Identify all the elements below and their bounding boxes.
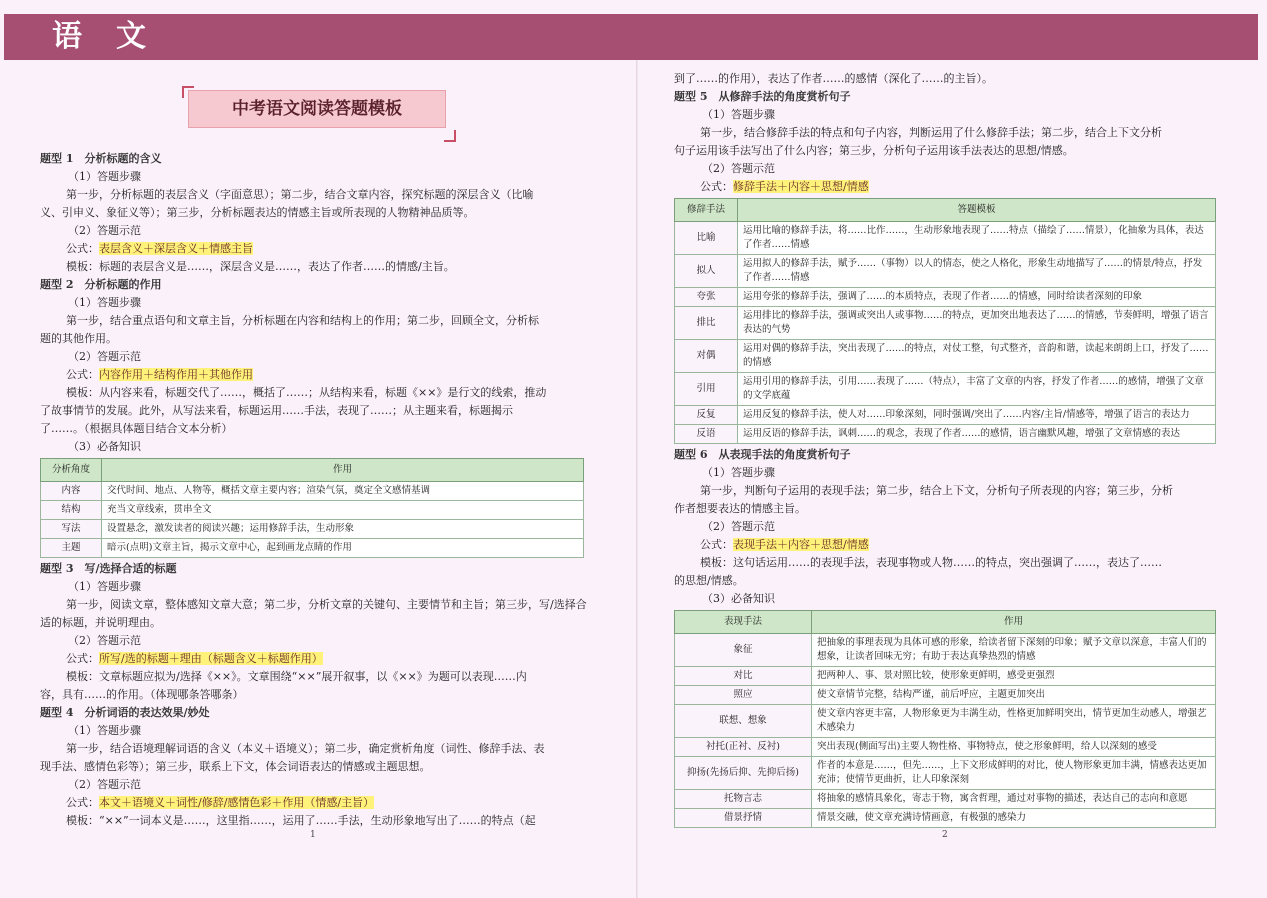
table-cell-value: 设置悬念，激发读者的阅读兴趣；运用修辞手法，生动形象 — [102, 520, 584, 539]
table-row — [41, 539, 584, 558]
sub-label: （2）答题示范 — [702, 162, 775, 175]
section-heading: 题型 5 从修辞手法的角度赏析句子 — [674, 90, 851, 103]
body-text: 第一步，结合语境理解词语的含义（本义＋语境义）；第二步，确定赏析角度（词性、修辞手法、表 — [66, 742, 545, 755]
body-text: 了……。（根据具体题目结合文本分析） — [40, 422, 233, 435]
sub-label: （2）答题示范 — [68, 350, 141, 363]
sub-label: （3）必备知识 — [702, 592, 775, 605]
table-header: 答题模板 — [738, 199, 1216, 222]
formula-line — [40, 794, 588, 812]
table-cell-value: 运用拟人的修辞手法，赋予……（事物）以人的情态，使之人格化，形象生动地描写了……的情景/特点，抒发了作者……情感 — [738, 255, 1216, 288]
body-text: 义、引申义、象征义等）；第三步，分析标题表达的情感主旨或所表现的人物精神品质等。 — [40, 206, 475, 219]
sub-label: （2）答题示范 — [702, 520, 775, 533]
sub-label: （2）答题示范 — [68, 224, 141, 237]
table-cell-value: 将抽象的感情具象化，寄志于物，寓含哲理，通过对事物的描述，表达自己的志向和意愿 — [812, 790, 1216, 809]
table-cell-key: 排比 — [675, 307, 738, 340]
sub-label: （2）答题示范 — [68, 634, 141, 647]
table-row — [675, 288, 1216, 307]
table-cell-value: 运用夸张的修辞手法，强调了……的本质特点，表现了作者……的情感，同时给读者深刻的印象 — [738, 288, 1216, 307]
formula-line — [40, 650, 588, 668]
formula-highlight: 内容作用＋结构作用＋其他作用 — [99, 368, 253, 381]
page-number: 1 — [310, 830, 316, 840]
formula-line — [40, 366, 588, 384]
table-row — [675, 307, 1216, 340]
table-cell-value: 充当文章线索，贯串全文 — [102, 501, 584, 520]
table-cell-key: 结构 — [41, 501, 102, 520]
right-page — [674, 70, 1218, 830]
table-row — [675, 255, 1216, 288]
table-cell-key: 对偶 — [675, 340, 738, 373]
table-header: 修辞手法 — [675, 199, 738, 222]
table-row — [675, 667, 1216, 686]
formula-highlight: 表现手法＋内容＋思想/情感 — [733, 538, 869, 551]
table-cell-value: 情景交融，使文章充满诗情画意，有极强的感染力 — [812, 809, 1216, 828]
sub-label: （2）答题示范 — [68, 778, 141, 791]
table-header-row — [675, 199, 1216, 222]
table-row — [675, 757, 1216, 790]
table-cell-value: 运用反语的修辞手法，讽刺……的观念，表现了作者……的感情，语言幽默风趣，增强了文章情感的表达 — [738, 425, 1216, 444]
body-text: 模板：从内容来看，标题交代了……，概括了……；从结构来看，标题《××》是行文的线索，推动 — [66, 386, 547, 399]
table-cell-value: 运用对偶的修辞手法，突出表现了……的特点，对仗工整，句式整齐，音韵和谐，读起来朗朗上口，抒发了……的情感 — [738, 340, 1216, 373]
sub-label: （3）必备知识 — [68, 440, 141, 453]
formula-highlight: 修辞手法＋内容＋思想/情感 — [733, 180, 869, 193]
table-row — [41, 501, 584, 520]
table-row — [675, 809, 1216, 828]
page-title: 中考语文阅读答题模板 — [232, 99, 402, 119]
table-cell-key: 拟人 — [675, 255, 738, 288]
sub-label: （1）答题步骤 — [702, 108, 775, 121]
table-header: 表现手法 — [675, 611, 812, 634]
table-cell-value: 运用反复的修辞手法，使人对……印象深刻，同时强调/突出了……内容/主旨/情感等，增强了语言的表达力 — [738, 406, 1216, 425]
table-cell-key: 对比 — [675, 667, 812, 686]
table-cell-value: 运用引用的修辞手法，引用……表现了……（特点），丰富了文章的内容，抒发了作者……的感情，增强了文章的文学底蕴 — [738, 373, 1216, 406]
formula-prefix: 公式： — [66, 652, 99, 665]
sub-label: （1）答题步骤 — [68, 296, 141, 309]
table-cell-key: 反语 — [675, 425, 738, 444]
table-row — [675, 340, 1216, 373]
body-text: 容，具有……的作用。（体现哪条答哪条） — [40, 688, 244, 701]
table-row — [675, 790, 1216, 809]
title-corner-decoration — [444, 130, 456, 142]
body-text: 题的其他作用。 — [40, 332, 117, 345]
table-cell-key: 衬托(正衬、反衬) — [675, 738, 812, 757]
table-cell-value: 把两种人、事、景对照比较，使形象更鲜明，感受更强烈 — [812, 667, 1216, 686]
formula-prefix: 公式： — [66, 796, 99, 809]
body-text: 句子运用该手法写出了什么内容；第三步，分析句子运用该手法表达的思想/情感。 — [674, 144, 1074, 157]
section-heading: 题型 1 分析标题的含义 — [40, 152, 162, 165]
table-row — [675, 425, 1216, 444]
table-cell-key: 抑扬(先扬后抑、先抑后扬) — [675, 757, 812, 790]
table-row — [675, 686, 1216, 705]
expression-technique-table — [674, 610, 1216, 828]
table-header: 分析角度 — [41, 459, 102, 482]
sub-label: （1）答题步骤 — [68, 170, 141, 183]
table-row — [675, 373, 1216, 406]
table-row — [675, 705, 1216, 738]
table-header: 作用 — [102, 459, 584, 482]
body-text: 第一步，分析标题的表层含义（字面意思）；第二步，结合文章内容，探究标题的深层含义（比喻 — [66, 188, 534, 201]
formula-line — [674, 536, 1218, 554]
body-text: 第一步，结合修辞手法的特点和句子内容，判断运用了什么修辞手法；第二步，结合上下文分析 — [700, 126, 1162, 139]
formula-line — [674, 178, 1218, 196]
banner-title: 语文 — [52, 19, 180, 54]
table-cell-key: 比喻 — [675, 222, 738, 255]
table-cell-key: 写法 — [41, 520, 102, 539]
section-heading: 题型 6 从表现手法的角度赏析句子 — [674, 448, 851, 461]
table-cell-value: 突出表现(侧面写出)主要人物性格、事物特点，使之形象鲜明，给人以深刻的感受 — [812, 738, 1216, 757]
table-cell-key: 借景抒情 — [675, 809, 812, 828]
body-text: 第一步，阅读文章，整体感知文章大意；第二步，分析文章的关键句、主要情节和主旨；第三步，写/选择合 — [66, 598, 587, 611]
body-text: 第一步，结合重点语句和文章主旨，分析标题在内容和结构上的作用；第二步，回顾全文，分析标 — [66, 314, 539, 327]
left-page — [40, 90, 588, 830]
table-cell-key: 联想、想象 — [675, 705, 812, 738]
table-header: 作用 — [812, 611, 1216, 634]
table-row — [675, 738, 1216, 757]
rhetoric-table — [674, 198, 1216, 444]
table-cell-value: 运用排比的修辞手法，强调或突出人或事物……的特点，更加突出地表达了……的情感，节奏鲜明，增强了语言表达的气势 — [738, 307, 1216, 340]
title-box — [40, 90, 588, 134]
body-text: 第一步，判断句子运用的表现手法；第二步，结合上下文，分析句子所表现的内容；第三步，分析 — [700, 484, 1173, 497]
formula-prefix: 公式： — [700, 538, 733, 551]
sub-label: （1）答题步骤 — [702, 466, 775, 479]
sub-label: （1）答题步骤 — [68, 724, 141, 737]
table-cell-key: 引用 — [675, 373, 738, 406]
sub-label: （1）答题步骤 — [68, 580, 141, 593]
table-header-row — [675, 611, 1216, 634]
table-cell-value: 使文章情节完整，结构严谨，前后呼应，主题更加突出 — [812, 686, 1216, 705]
formula-prefix: 公式： — [66, 368, 99, 381]
table-cell-key: 象征 — [675, 634, 812, 667]
formula-prefix: 公式： — [700, 180, 733, 193]
body-text: 适的标题，并说明理由。 — [40, 616, 161, 629]
table-cell-value: 作者的本意是……，但先……，上下文形成鲜明的对比，使人物形象更加丰满，情感表达更加充沛；使情节更曲折，让人印象深刻 — [812, 757, 1216, 790]
table-cell-value: 把抽象的事理表现为具体可感的形象，给读者留下深刻的印象；赋予文章以深意，丰富人们的想象，让读者回味无穷；有助于表达真挚热烈的情感 — [812, 634, 1216, 667]
body-text: 模板：标题的表层含义是……，深层含义是……，表达了作者……的情感/主旨。 — [66, 260, 455, 273]
body-text: 作者想要表达的情感主旨。 — [674, 502, 806, 515]
formula-prefix: 公式： — [66, 242, 99, 255]
table-cell-value: 暗示(点明)文章主旨，揭示文章中心，起到画龙点睛的作用 — [102, 539, 584, 558]
formula-highlight: 表层含义＋深层含义＋情感主旨 — [99, 242, 253, 255]
body-text: 模板：“××”一词本义是……，这里指……，运用了……手法，生动形象地写出了……的特点（起 — [66, 814, 536, 827]
table-cell-key: 夸张 — [675, 288, 738, 307]
formula-highlight: 所写/选的标题＋理由（标题含义＋标题作用） — [99, 652, 323, 665]
body-text: 了故事情节的发展。此外，从写法来看，标题运用……手法，表现了……；从主题来看，标题揭示 — [40, 404, 513, 417]
table-row — [41, 520, 584, 539]
table-cell-value: 使文章内容更丰富，人物形象更为丰满生动，性格更加鲜明突出，情节更加生动感人，增强艺术感染力 — [812, 705, 1216, 738]
table-cell-key: 托物言志 — [675, 790, 812, 809]
table-cell-key: 主题 — [41, 539, 102, 558]
table-cell-value: 运用比喻的修辞手法，将……比作……，生动形象地表现了……特点（描绘了……情景），化抽象为具体，表达了作者……情感 — [738, 222, 1216, 255]
table-row — [675, 634, 1216, 667]
section-heading: 题型 4 分析词语的表达效果/妙处 — [40, 706, 210, 719]
table-cell-key: 反复 — [675, 406, 738, 425]
body-text: 现手法、感情色彩等）；第三步，联系上下文，体会词语表达的情感或主题思想。 — [40, 760, 431, 773]
table-cell-key: 内容 — [41, 482, 102, 501]
title-frame — [188, 90, 446, 128]
table-row — [41, 482, 584, 501]
table-row — [675, 222, 1216, 255]
body-text: 的思想/情感。 — [674, 574, 744, 587]
body-text: 模板：这句话运用……的表现手法，表现事物或人物……的特点，突出强调了……，表达了…… — [700, 556, 1162, 569]
body-text: 模板：文章标题应拟为/选择《××》。文章围绕“××”展开叙事，以《××》为题可以表现……内 — [66, 670, 527, 683]
table-cell-value: 交代时间、地点、人物等，概括文章主要内容；渲染气氛，奠定全文感情基调 — [102, 482, 584, 501]
page-fold — [636, 60, 638, 898]
formula-line — [40, 240, 588, 258]
table-cell-key: 照应 — [675, 686, 812, 705]
table-row — [675, 406, 1216, 425]
page-number: 2 — [942, 830, 948, 840]
section-heading: 题型 2 分析标题的作用 — [40, 278, 162, 291]
title-function-table — [40, 458, 584, 558]
formula-highlight: 本文＋语境义＋词性/修辞/感情色彩＋作用（情感/主旨） — [99, 796, 375, 809]
body-text: 到了……的作用），表达了作者……的感情（深化了……的主旨）。 — [674, 72, 993, 85]
section-heading: 题型 3 写/选择合适的标题 — [40, 562, 177, 575]
header-banner — [4, 14, 1258, 60]
table-header-row — [41, 459, 584, 482]
